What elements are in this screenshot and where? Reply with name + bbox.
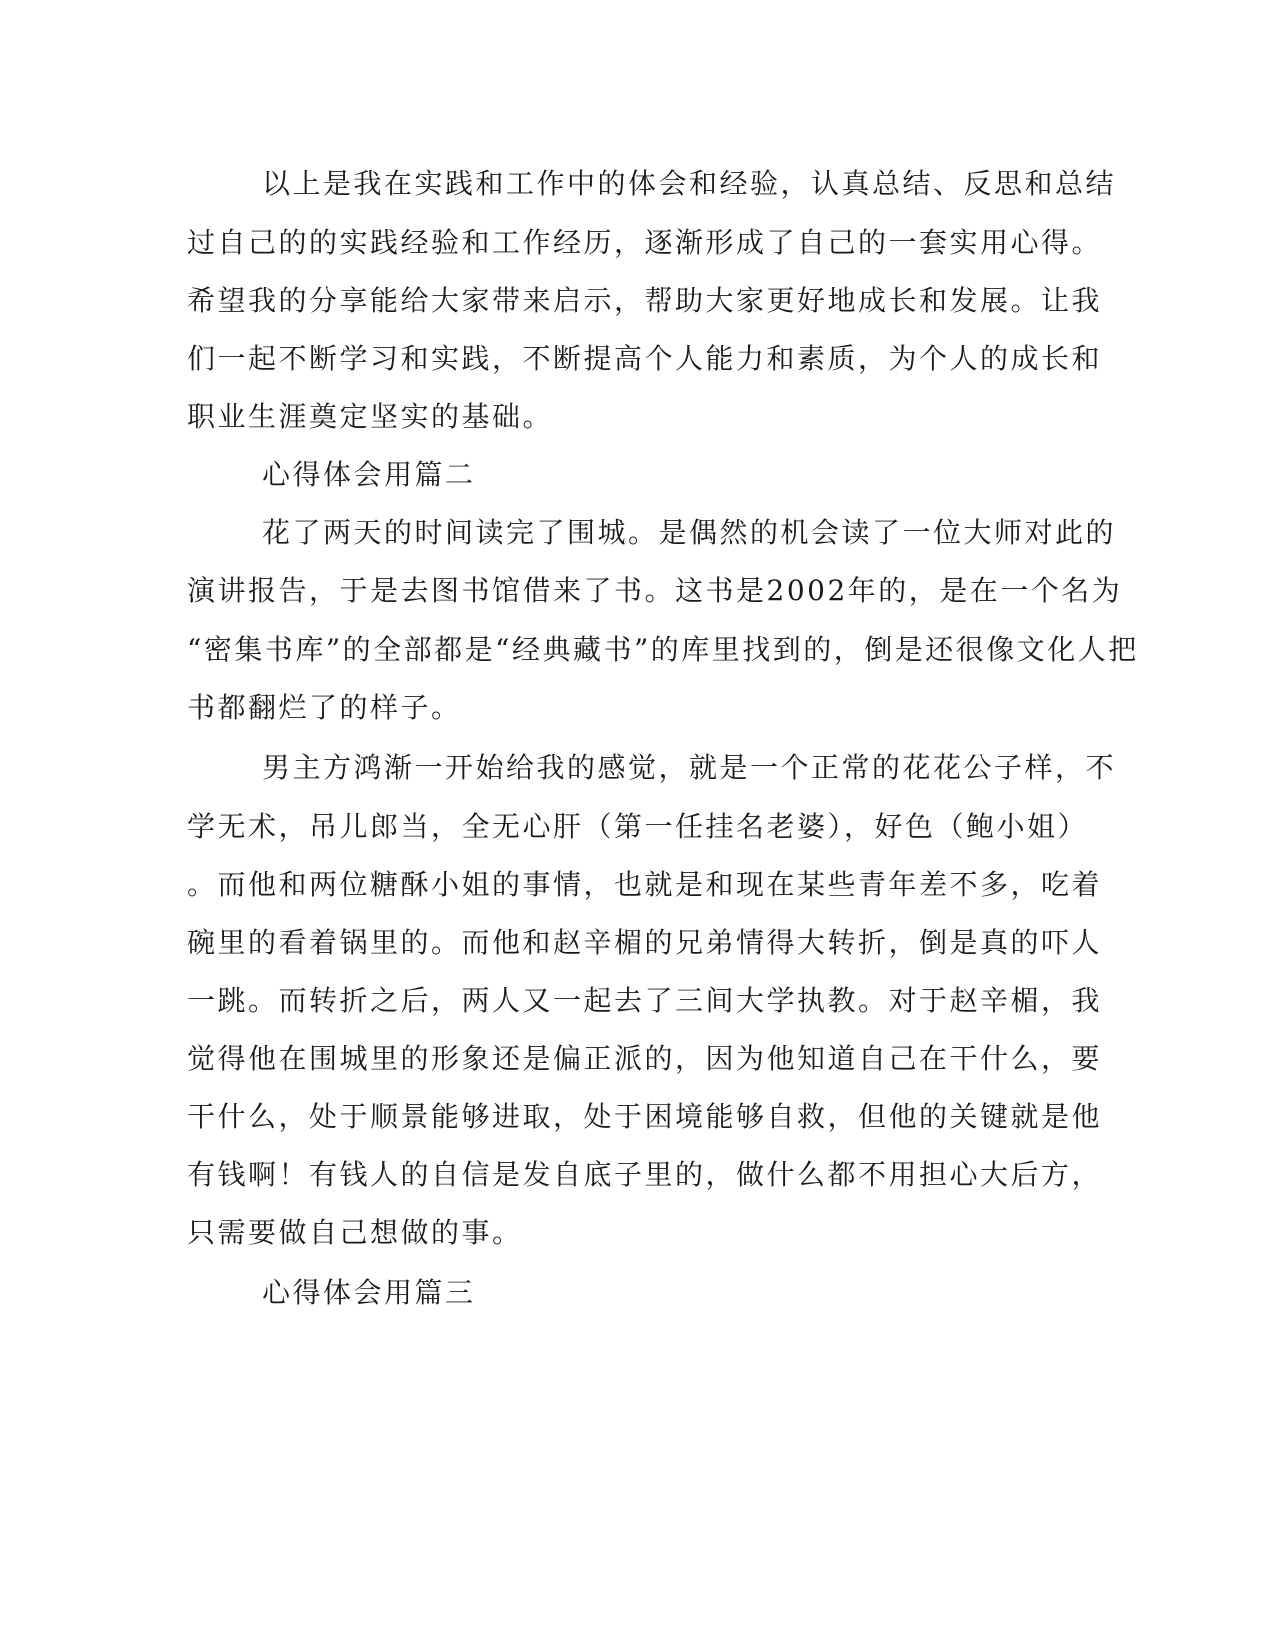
paragraph-3-line-6: 觉得他在围城里的形象还是偏正派的，因为他知道自己在干什么，要: [187, 1042, 1103, 1075]
paragraph-1-line-2: 过自己的的实践经验和工作经历，逐渐形成了自己的一套实用心得。: [187, 226, 1103, 259]
paragraph-1-line-3: 希望我的分享能给大家带来启示，帮助大家更好地成长和发展。让我: [187, 284, 1103, 317]
paragraph-3-line-4: 碗里的看着锅里的。而他和赵辛楣的兄弟情得大转折，倒是真的吓人: [187, 926, 1103, 959]
paragraph-2-line-4: 书都翻烂了的样子。: [187, 691, 462, 724]
paragraph-1-line-1: 以上是我在实践和工作中的体会和经验，认真总结、反思和总结: [262, 167, 1117, 200]
paragraph-3-line-5: 一跳。而转折之后，两人又一起去了三间大学执教。对于赵辛楣，我: [187, 984, 1103, 1017]
paragraph-3-line-1: 男主方鸿渐一开始给我的感觉，就是一个正常的花花公子样，不: [262, 751, 1117, 784]
paragraph-3-line-7: 干什么，处于顺景能够进取，处于困境能够自救，但他的关键就是他: [187, 1100, 1103, 1133]
paragraph-3-line-9: 只需要做自己想做的事。: [187, 1216, 523, 1249]
paragraph-2-line-3: “密集书库”的全部都是“经典藏书”的库里找到的，倒是还很像文化人把: [187, 633, 1139, 666]
section-heading-3: 心得体会用篇三: [262, 1276, 476, 1309]
paragraph-2-line-1: 花了两天的时间读完了围城。是偶然的机会读了一位大师对此的: [262, 516, 1117, 549]
paragraph-3-line-8: 有钱啊！有钱人的自信是发自底子里的，做什么都不用担心大后方，: [187, 1158, 1103, 1191]
paragraph-1-line-5: 职业生涯奠定坚实的基础。: [187, 400, 554, 433]
paragraph-1-line-4: 们一起不断学习和实践，不断提高个人能力和素质，为个人的成长和: [187, 342, 1103, 375]
section-heading-2: 心得体会用篇二: [262, 458, 476, 491]
paragraph-2-line-2: 演讲报告，于是去图书馆借来了书。这书是2002年的，是在一个名为: [187, 574, 1123, 607]
paragraph-3-line-3: 。而他和两位糖酥小姐的事情，也就是和现在某些青年差不多，吃着: [187, 868, 1103, 901]
paragraph-3-line-2: 学无术，吊儿郎当，全无心肝（第一任挂名老婆），好色（鲍小姐）: [187, 810, 1089, 843]
